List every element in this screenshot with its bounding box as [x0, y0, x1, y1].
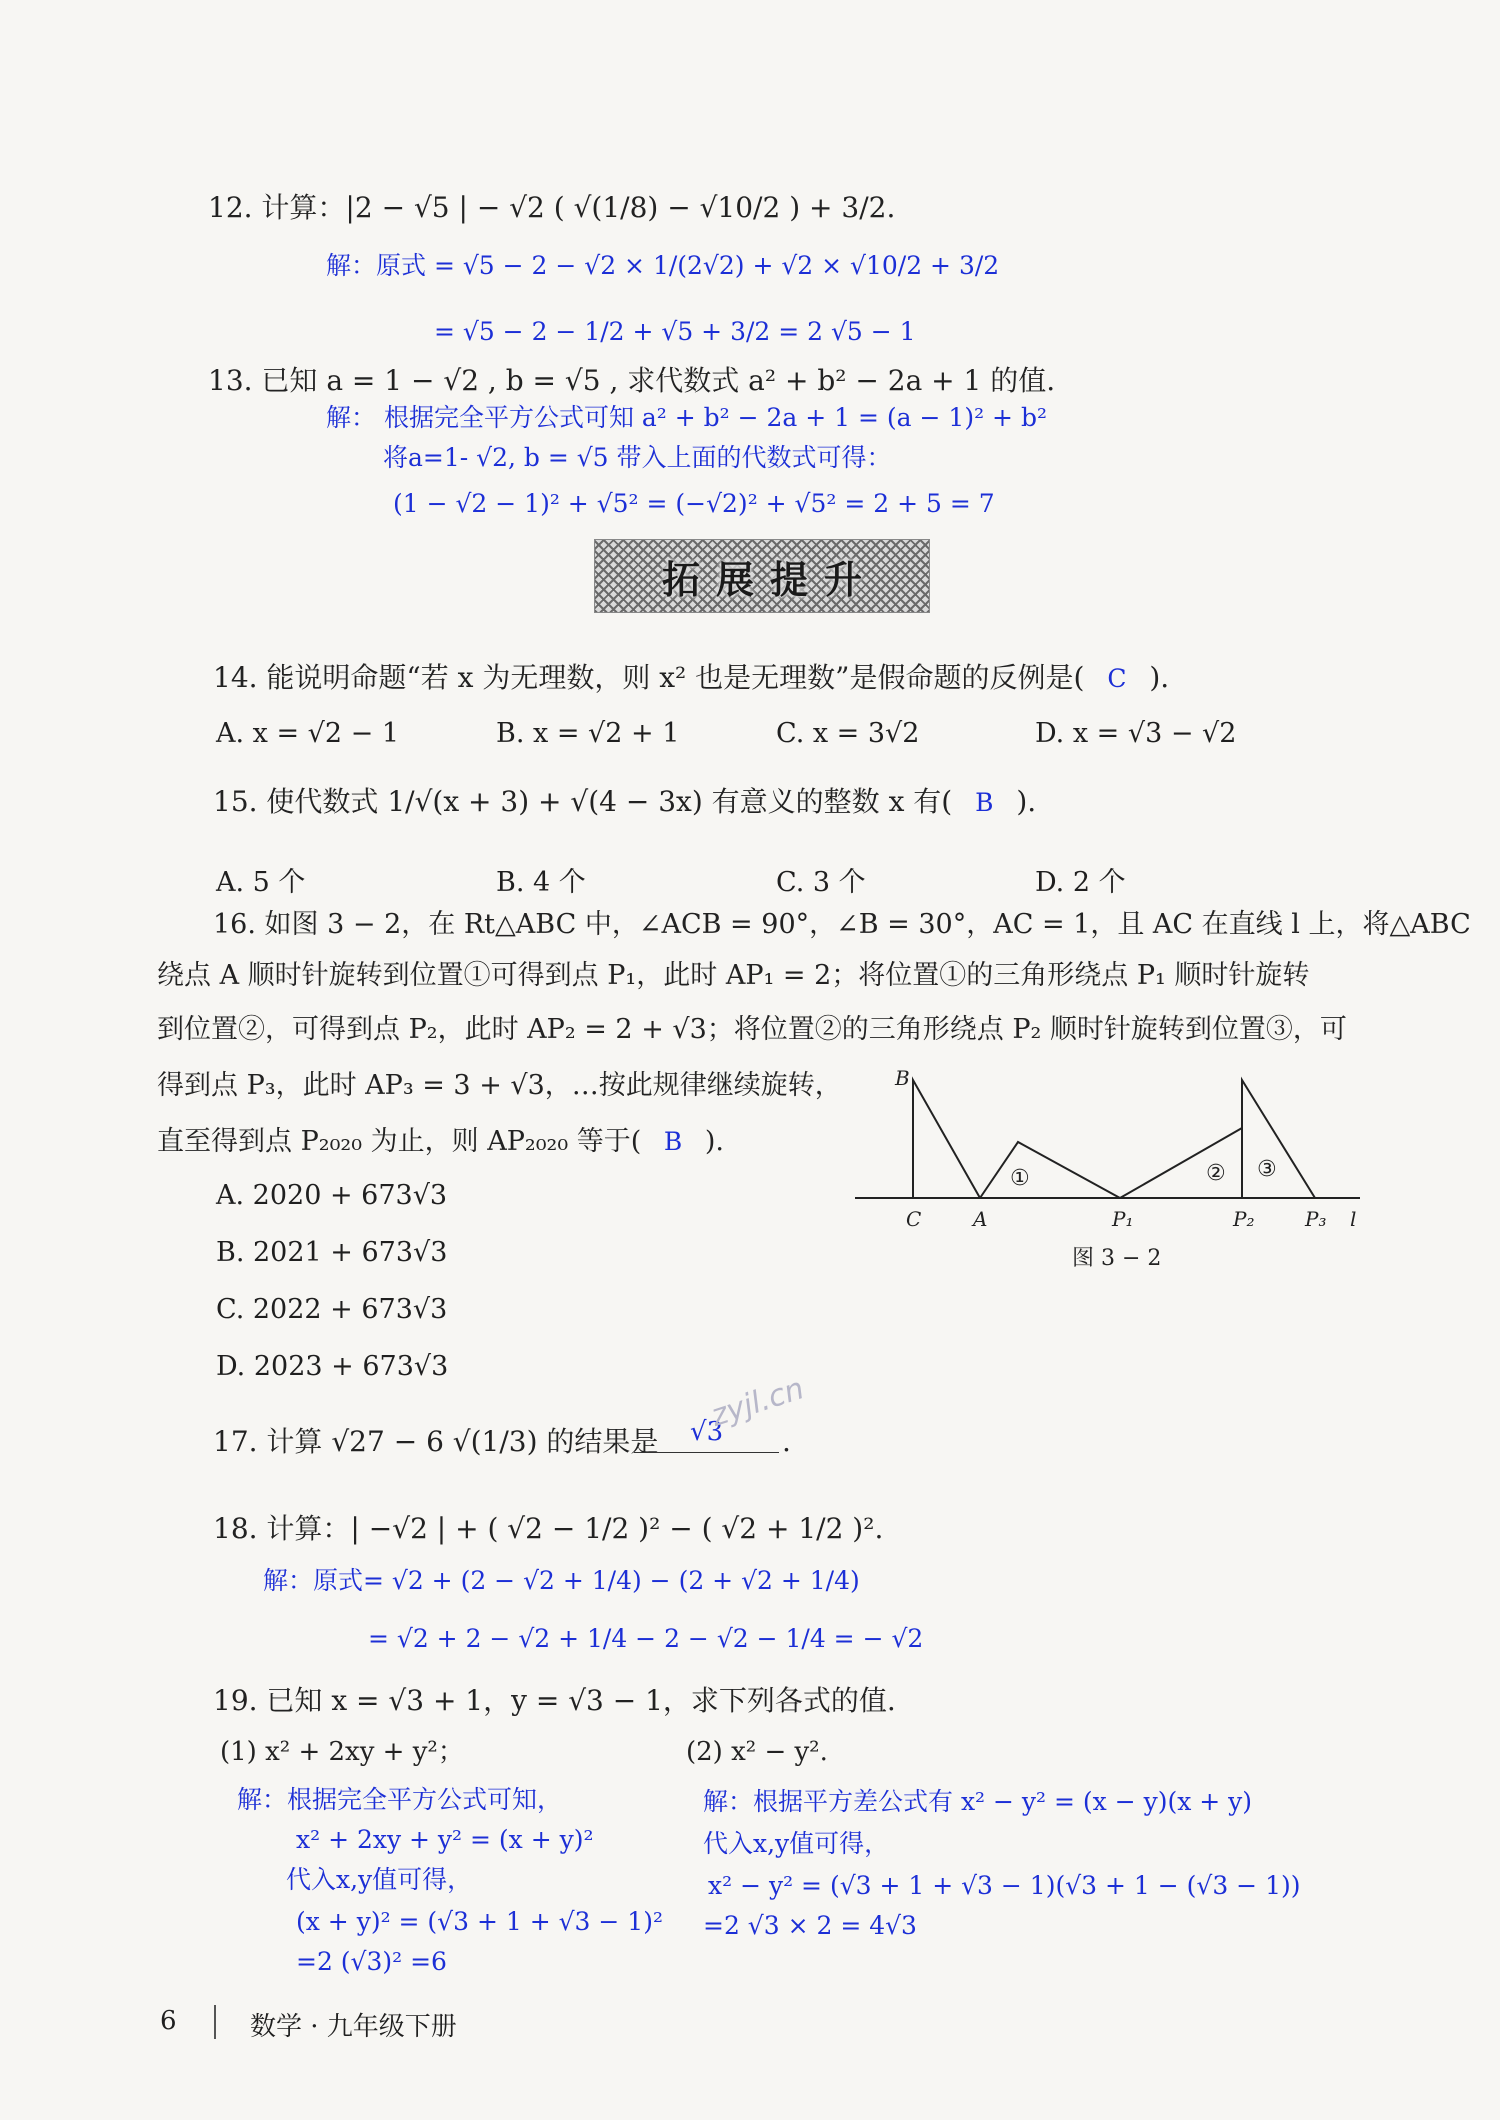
q18-solution-line2: = √2 + 2 − √2 + 1/4 − 2 − √2 − 1/4 = − √2 — [368, 1624, 924, 1653]
label-a: A — [973, 1207, 988, 1231]
triangle-position-1 — [980, 1142, 1120, 1198]
q14-choice-a: A. x = √2 − 1 — [216, 718, 400, 749]
q14-choice-b: B. x = √2 + 1 — [496, 718, 680, 749]
label-p1: P₁ — [1112, 1207, 1134, 1231]
q15-choice-b: B. 4 个 — [496, 867, 586, 898]
label-p2: P₂ — [1233, 1207, 1255, 1231]
q16-choice-d: D. 2023 + 673√3 — [216, 1351, 449, 1382]
q13-solution-line2: 将a=1- √2, b = √5 带入上面的代数式可得： — [383, 443, 892, 472]
q12-solution-line1: 解：原式 = √5 − 2 − √2 × 1/(2√2) + √2 × √10/2 + 3/2 — [326, 251, 1000, 280]
q17-answer: √3 — [690, 1417, 724, 1447]
q16-line3: 到位置②，可得到点 P₂，此时 AP₂ = 2 + √3；将位置②的三角形绕点 P₂ 顺时针旋转到位置③，可 — [157, 1014, 1347, 1045]
q16-choice-a: A. 2020 + 673√3 — [216, 1180, 448, 1211]
q15-answer: B — [975, 788, 994, 817]
q12-solution-line2: = √5 − 2 − 1/2 + √5 + 3/2 = 2 √5 − 1 — [434, 317, 916, 346]
q17-answer-blank — [634, 1451, 779, 1453]
q14-answer: C — [1107, 664, 1127, 693]
label-p3: P₃ — [1305, 1207, 1327, 1231]
q19-sol2-line1: 解：根据平方差公式有 x² − y² = (x − y)(x + y) — [703, 1787, 1253, 1816]
q14-choice-d: D. x = √3 − √2 — [1035, 718, 1237, 749]
q19-sol1-line1: 解：根据完全平方公式可知， — [237, 1785, 563, 1814]
figure-3-2 — [850, 1060, 1370, 1280]
q16-line1: 16. 如图 3 − 2，在 Rt△ABC 中，∠ACB = 90°，∠B = 30°，AC = 1，且 AC 在直线 l 上，将△ABC — [213, 909, 1471, 940]
q18-problem: 18. 计算：| −√2 | + ( √2 − 1/2 )² − ( √2 + 1/2 )². — [213, 1512, 884, 1545]
q16-answer: B — [663, 1127, 683, 1156]
label-l: l — [1350, 1207, 1357, 1231]
q19-sol2-line4: =2 √3 × 2 = 4√3 — [703, 1911, 917, 1940]
q19-part2: (2) x² − y². — [686, 1737, 828, 1767]
q14-problem: 14. 能说明命题“若 x 为无理数，则 x² 也是无理数”是假命题的反例是( C ). — [213, 661, 1170, 694]
q15-choice-d: D. 2 个 — [1035, 867, 1126, 898]
q12-problem: 12. 计算：|2 − √5 | − √2 ( √(1/8) − √10/2 ) + 3/2. — [208, 191, 896, 224]
q17-close: . — [782, 1425, 791, 1458]
q15-problem: 15. 使代数式 1/√(x + 3) + √(4 − 3x) 有意义的整数 x 有( B ). — [213, 785, 1037, 818]
q16-line2: 绕点 A 顺时针旋转到位置①可得到点 P₁，此时 AP₁ = 2；将位置①的三角形绕点 P₁ 顺时针旋转 — [157, 960, 1310, 991]
label-b: B — [895, 1066, 910, 1090]
q19-sol1-line3: 代入x,y值可得， — [286, 1865, 473, 1894]
figure-caption: 图 3 − 2 — [1072, 1246, 1162, 1271]
q13-solution-line3: (1 − √2 − 1)² + √5² = (−√2)² + √5² = 2 + 5 = 7 — [393, 489, 995, 518]
q13-solution-line1: 解： 根据完全平方公式可知 a² + b² − 2a + 1 = (a − 1)² + b² — [326, 403, 1047, 432]
label-position-1: ① — [1010, 1166, 1030, 1191]
q19-sol2-line3: x² − y² = (√3 + 1 + √3 − 1)(√3 + 1 − (√3 − 1)) — [708, 1871, 1301, 1900]
label-c: C — [906, 1207, 922, 1231]
q19-sol2-line2: 代入x,y值可得， — [703, 1829, 890, 1858]
q13-problem: 13. 已知 a = 1 − √2 , b = √5 , 求代数式 a² + b² − 2a + 1 的值. — [208, 364, 1056, 397]
q19-sol1-line5: =2 (√3)² =6 — [296, 1947, 447, 1976]
q19-sol1-line4: (x + y)² = (√3 + 1 + √3 − 1)² — [296, 1907, 663, 1936]
q19-problem: 19. 已知 x = √3 + 1，y = √3 − 1，求下列各式的值. — [213, 1684, 896, 1717]
section-title: 拓展提升 — [661, 556, 878, 602]
q19-sol1-line2: x² + 2xy + y² = (x + y)² — [296, 1825, 594, 1854]
section-banner — [594, 539, 930, 613]
q16-choice-b: B. 2021 + 673√3 — [216, 1237, 448, 1268]
q16-line5: 直至得到点 P₂₀₂₀ 为止，则 AP₂₀₂₀ 等于( B ). — [157, 1126, 724, 1157]
q18-solution-line1: 解：原式= √2 + (2 − √2 + 1/4) − (2 + √2 + 1/4) — [263, 1566, 860, 1595]
footer-divider — [214, 2005, 216, 2039]
q16-choice-c: C. 2022 + 673√3 — [216, 1294, 448, 1325]
q17-problem: 17. 计算 √27 − 6 √(1/3) 的结果是 — [213, 1425, 659, 1458]
book-title: 数学 · 九年级下册 — [250, 2012, 457, 2042]
q15-choice-a: A. 5 个 — [216, 867, 306, 898]
page-number: 6 — [160, 2006, 177, 2036]
label-position-2: ② — [1206, 1161, 1226, 1186]
label-position-3: ③ — [1257, 1157, 1277, 1182]
q14-choice-c: C. x = 3√2 — [776, 718, 920, 749]
q15-choice-c: C. 3 个 — [776, 867, 866, 898]
triangle-original — [913, 1080, 980, 1198]
watermark: zyjl.cn — [706, 1371, 809, 1434]
q16-line4: 得到点 P₃，此时 AP₃ = 3 + √3，…按此规律继续旋转， — [157, 1070, 842, 1101]
q19-part1: (1) x² + 2xy + y²； — [220, 1737, 464, 1767]
triangle-position-3 — [1242, 1080, 1315, 1198]
